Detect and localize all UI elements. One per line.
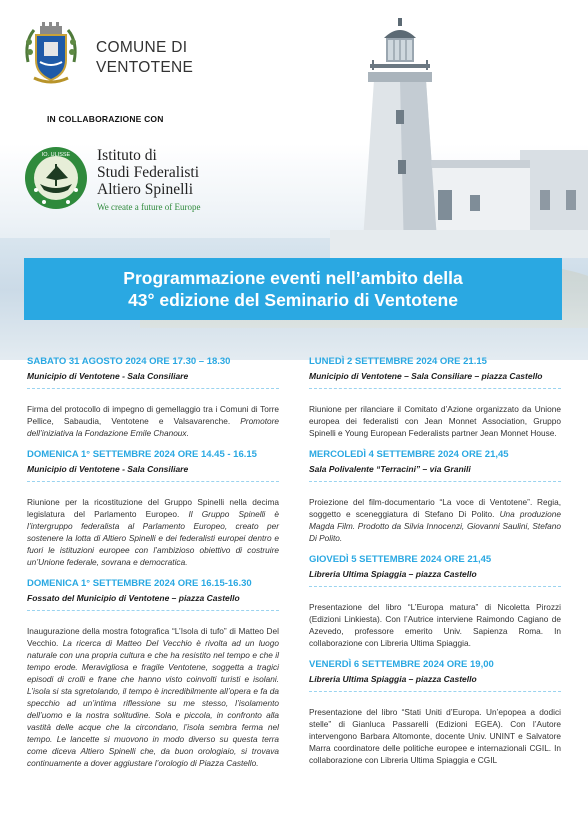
institute-tagline: We create a future of Europe xyxy=(97,202,201,212)
event-description xyxy=(309,706,561,766)
event-place: Sala Polivalente “Terracini” – via Granili xyxy=(309,464,471,474)
title-line2: 43° edizione del Seminario di Ventotene xyxy=(128,290,458,310)
event-date: DOMENICA 1° SETTEMBRE 2024 ORE 16.15-16.30 xyxy=(27,578,252,589)
event-separator xyxy=(27,481,279,482)
event-separator xyxy=(309,388,561,389)
event-description-italic: Una produzione Magda Film. Prodotto da Silvia Innocenzi, Giovanni Saulini, Stefano Di Polito. xyxy=(309,509,561,543)
institute-name xyxy=(97,147,199,198)
institute-name-line3: Altiero Spinelli xyxy=(97,181,194,198)
institute-name-line1: Istituto di xyxy=(97,147,157,164)
event-separator xyxy=(309,691,561,692)
event-date: SABATO 31 AGOSTO 2024 ORE 17.30 – 18.30 xyxy=(27,356,231,367)
event-description-text: Riunione per rilanciare il Comitato d’Azione organizzato da Unione europea dei federalisti con Jean Monnet Association, Gruppo Spinelli e Young European Federalists partner Jean Monnet House. xyxy=(309,404,561,438)
event-date: VENERDÌ 6 SETTEMBRE 2024 ORE 19,00 xyxy=(309,659,494,670)
event-date: LUNEDÌ 2 SETTEMBRE 2024 ORE 21.15 xyxy=(309,356,487,367)
event-block xyxy=(309,659,561,766)
collaboration-label: IN COLLABORAZIONE CON xyxy=(47,114,164,124)
event-date: GIOVEDÌ 5 SETTEMBRE 2024 ORE 21,45 xyxy=(309,554,492,565)
title-line1: Programmazione eventi nell’ambito della xyxy=(123,268,463,288)
events-column-left xyxy=(27,356,279,769)
event-separator xyxy=(309,481,561,482)
event-description-text: Presentazione del libro “L’Europa matura” di Nicoletta Pirozzi (Edizioni Linkiesta). Con l’Autrice interviene Raimondo Cagiano de Azevedo, professore emerito Univ. Sapienza Roma. In collaborazione con Libreria Ultima Spiaggia. xyxy=(309,602,561,648)
comune-title xyxy=(96,38,193,78)
event-place: Municipio di Ventotene - Sala Consiliare xyxy=(27,371,189,381)
event-place: Municipio di Ventotene – Sala Consiliare – piazza Castello xyxy=(309,371,543,381)
event-block xyxy=(27,578,279,769)
event-description xyxy=(27,625,279,769)
event-separator xyxy=(27,610,279,611)
event-block xyxy=(309,356,561,439)
event-description-text: Proiezione del film-documentario “La voce di Ventotene”. Regia, soggetto e sceneggiatura di Stefano Di Polito. xyxy=(309,497,561,519)
event-description-text: Riunione per la ricostituzione del Gruppo Spinelli nella decima legislatura del Parlamento Europeo. xyxy=(27,497,279,519)
event-block xyxy=(309,554,561,649)
event-description-text: Inaugurazione della mostra fotografica “L’Isola di tufo” di Matteo Del Vecchio. xyxy=(27,626,279,648)
event-block xyxy=(309,449,561,544)
event-separator xyxy=(309,586,561,587)
event-description-italic: Promotore dell’iniziativa la Fondazione Emile Chanoux. xyxy=(27,416,279,438)
comune-title-line2: VENTOTENE xyxy=(96,59,194,76)
event-separator xyxy=(27,388,279,389)
event-place: Libreria Ultima Spiaggia – piazza Castello xyxy=(309,569,477,579)
event-block xyxy=(27,356,279,439)
event-block xyxy=(27,449,279,568)
event-description-italic: Il Gruppo Spinelli è l’intergruppo federalista al Parlamento Europeo, creato per sostenere la lotta di Altiero Spinelli e dei federalisti europei dentro e fuori le istituzioni europee con l’ambizioso obiettivo di costruire un’Unione federale, sovrana e democratica. xyxy=(27,509,280,567)
institute-logo xyxy=(24,146,88,210)
event-place: Fossato del Municipio di Ventotene – piazza Castello xyxy=(27,593,240,603)
event-description xyxy=(309,496,561,544)
event-description xyxy=(27,496,279,568)
event-description xyxy=(309,601,561,649)
institute-badge-text: IO. ULISSE xyxy=(41,152,71,158)
comune-crest-logo xyxy=(22,22,80,86)
events-column-right xyxy=(309,356,561,766)
event-description-italic: La ricerca di Matteo Del Vecchio è rivolta ad un luogo naturale con una propria cultura e che ha resistito nel tempo e che il tempo erode. Meravigliosa e fragile Ventotene, soggetta a tragici episodi di crolli e frane che hanno visto coinvolti turisti e isolani. L’isola si sta sgretolando, il tempo è incredibilmente all’opera e fa da specchio ad un’intima riflessione su me stesso, l’isolamento dell’uomo e la nostra solitudine. Sola e piccola, in confronto alla vastità delle acque che la circondano, l’isola sembra ferma nel tempo. Le lancette si muovono in modo diverso su questa terra come diceva Altiero Spinelli che, da buon orologiaio, si trovava continuamente a dover aggiustare l’orologio di Piazza Castello. xyxy=(27,638,279,768)
event-place: Libreria Ultima Spiaggia – piazza Castello xyxy=(309,674,477,684)
event-date: MERCOLEDÌ 4 SETTEMBRE 2024 ORE 21,45 xyxy=(309,449,509,460)
event-description xyxy=(309,403,561,439)
comune-title-line1: COMUNE DI xyxy=(96,39,188,56)
event-description-text: Firma del protocollo di impegno di gemellaggio tra i Comuni di Torre Pellice, Sabaudia, Ventotene e Valsavarenche. xyxy=(27,404,279,426)
title-banner xyxy=(24,258,562,320)
event-place: Municipio di Ventotene - Sala Consiliare xyxy=(27,464,189,474)
event-description xyxy=(27,403,279,439)
institute-name-line2: Studi Federalisti xyxy=(97,164,200,181)
event-description-text: Presentazione del libro “Stati Uniti d’Europa. Un’epopea a dodici stelle” di Gianluca Passarelli (Edizioni EGEA). Con l’Autore intervengono Barbara Altomonte, docente Univ. UNINT e Salvatore Marra coordinatore delle politiche europee e internazionali CGIL. In collaborazione con Libreria Ultima Spiaggia e CGIL xyxy=(309,707,561,765)
event-date: DOMENICA 1° SETTEMBRE 2024 ORE 14.45 - 16.15 xyxy=(27,449,257,460)
